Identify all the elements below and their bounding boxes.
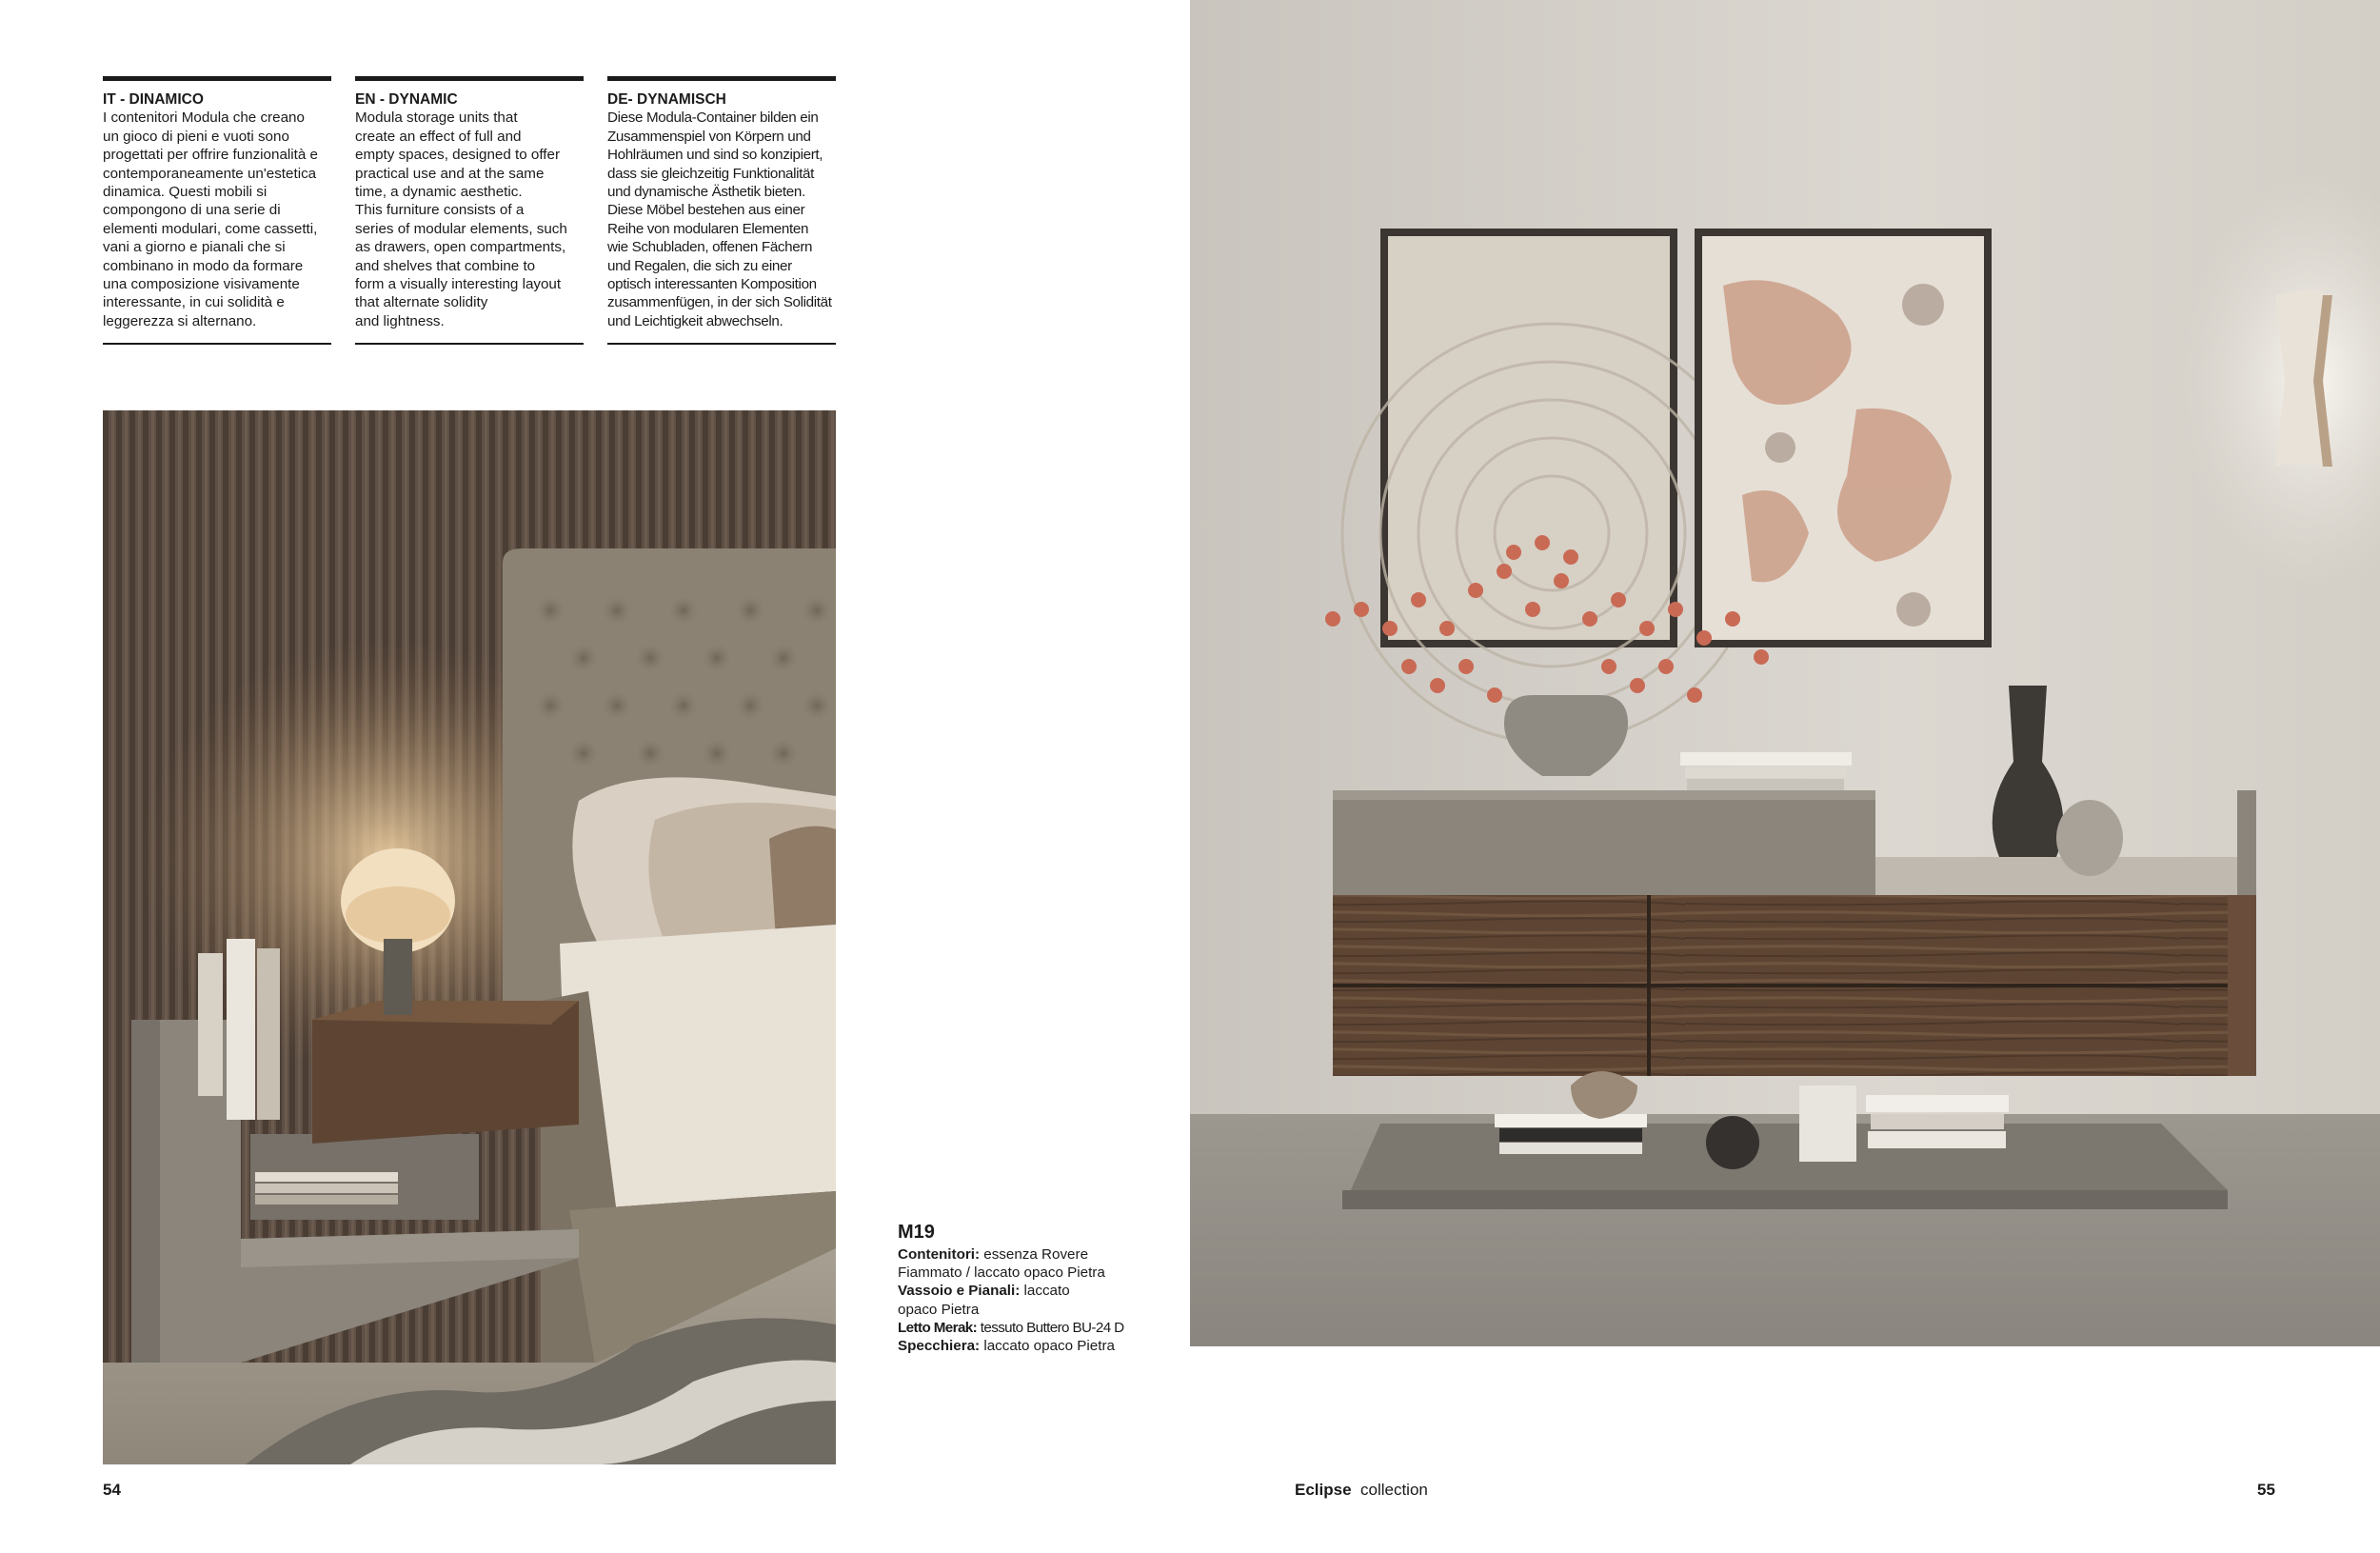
caption-label: Specchiera:	[898, 1338, 981, 1355]
caption-label: Vassoio e Pianali:	[898, 1283, 1021, 1300]
page-number-left: 54	[103, 1481, 121, 1499]
column-body-line: series of modular elements, such	[355, 220, 567, 237]
column-body-line: Hohlräumen und sind so konzipiert,	[607, 147, 823, 164]
column-body-line: This furniture consists of a	[355, 202, 525, 219]
caption-line	[898, 1245, 1145, 1264]
caption-line	[898, 1319, 1145, 1337]
caption-line	[898, 1282, 1145, 1300]
dresser-photo	[1190, 0, 2380, 1346]
column-body-line: dinamica. Questi mobili si	[103, 184, 268, 201]
column-body-line: leggerezza si alternano.	[103, 312, 257, 329]
model-code: M19	[898, 1222, 935, 1243]
column-heading: IT - DINAMICO	[103, 91, 204, 108]
column-heading: EN - DYNAMIC	[355, 91, 458, 108]
text-column-de	[607, 76, 836, 345]
column-body-line: compongono di una serie di	[103, 202, 281, 219]
column-body-line: Diese Modula-Container bilden ein	[607, 110, 819, 127]
collection-label	[1295, 1480, 1428, 1501]
caption-text: Fiammato / laccato opaco Pietra	[898, 1264, 1105, 1282]
page-number-right: 55	[2257, 1481, 2275, 1499]
column-body-line: optisch interessanten Komposition	[607, 276, 817, 293]
column-body-line: interessante, in cui solidità e	[103, 294, 285, 311]
column-body-line: I contenitori Modula che creano	[103, 110, 305, 127]
column-body-line: elementi modulari, come cassetti,	[103, 220, 318, 237]
column-body-line: und dynamische Ästhetik bieten.	[607, 184, 805, 201]
column-body-line: wie Schubladen, offenen Fächern	[607, 239, 813, 256]
column-body-line: Reihe von modularen Elementen	[607, 220, 809, 237]
product-caption	[898, 1221, 1145, 1355]
column-body-line: practical use and at the same	[355, 165, 545, 182]
text-column-en	[355, 76, 584, 345]
column-body-line: Zusammenspiel von Körpern und	[607, 128, 811, 145]
caption-text: laccato	[1020, 1283, 1070, 1300]
text-column-it	[103, 76, 331, 345]
column-body-line: una composizione visivamente	[103, 276, 300, 293]
column-body-line: time, a dynamic aesthetic.	[355, 184, 523, 201]
column-body-line: progettati per offrire funzionalità e	[103, 147, 318, 164]
caption-line	[898, 1301, 1145, 1319]
caption-text: essenza Rovere	[980, 1246, 1089, 1263]
column-heading: DE- DYNAMISCH	[607, 91, 726, 108]
column-body-line: and lightness.	[355, 312, 445, 329]
column-body-line: contemporaneamente un'estetica	[103, 165, 317, 182]
column-body-line: and shelves that combine to	[355, 257, 536, 274]
collection-word: collection	[1360, 1481, 1428, 1499]
column-body-line: zusammenfügen, in der sich Solidität	[607, 294, 832, 311]
column-body-line: Modula storage units that	[355, 110, 518, 127]
column-body-line: form a visually interesting layout	[355, 276, 562, 293]
column-body-line: combinano in modo da formare	[103, 257, 304, 274]
column-body-line: und Regalen, die sich zu einer	[607, 257, 792, 274]
column-body-line: as drawers, open compartments,	[355, 239, 566, 256]
column-body-line: und Leichtigkeit abwechseln.	[607, 312, 783, 329]
caption-label: Letto Merak:	[898, 1319, 978, 1336]
column-body-line: Diese Möbel bestehen aus einer	[607, 202, 805, 219]
column-body-line: that alternate solidity	[355, 294, 488, 311]
caption-text: tessuto Buttero BU-24 D	[977, 1319, 1124, 1336]
bedroom-photo	[103, 410, 836, 1464]
column-body-line: vani a giorno e pianali che si	[103, 239, 286, 256]
column-body-line: create an effect of full and	[355, 128, 522, 145]
caption-line	[898, 1337, 1145, 1355]
caption-line	[898, 1264, 1145, 1282]
column-body-line: dass sie gleichzeitig Funktionalität	[607, 165, 815, 182]
caption-text: laccato opaco Pietra	[980, 1338, 1115, 1355]
caption-label: Contenitori:	[898, 1246, 981, 1263]
collection-brand: Eclipse	[1295, 1481, 1352, 1499]
column-body-line: un gioco di pieni e vuoti sono	[103, 128, 289, 145]
column-body-line: empty spaces, designed to offer	[355, 147, 561, 164]
caption-text: opaco Pietra	[898, 1301, 980, 1318]
